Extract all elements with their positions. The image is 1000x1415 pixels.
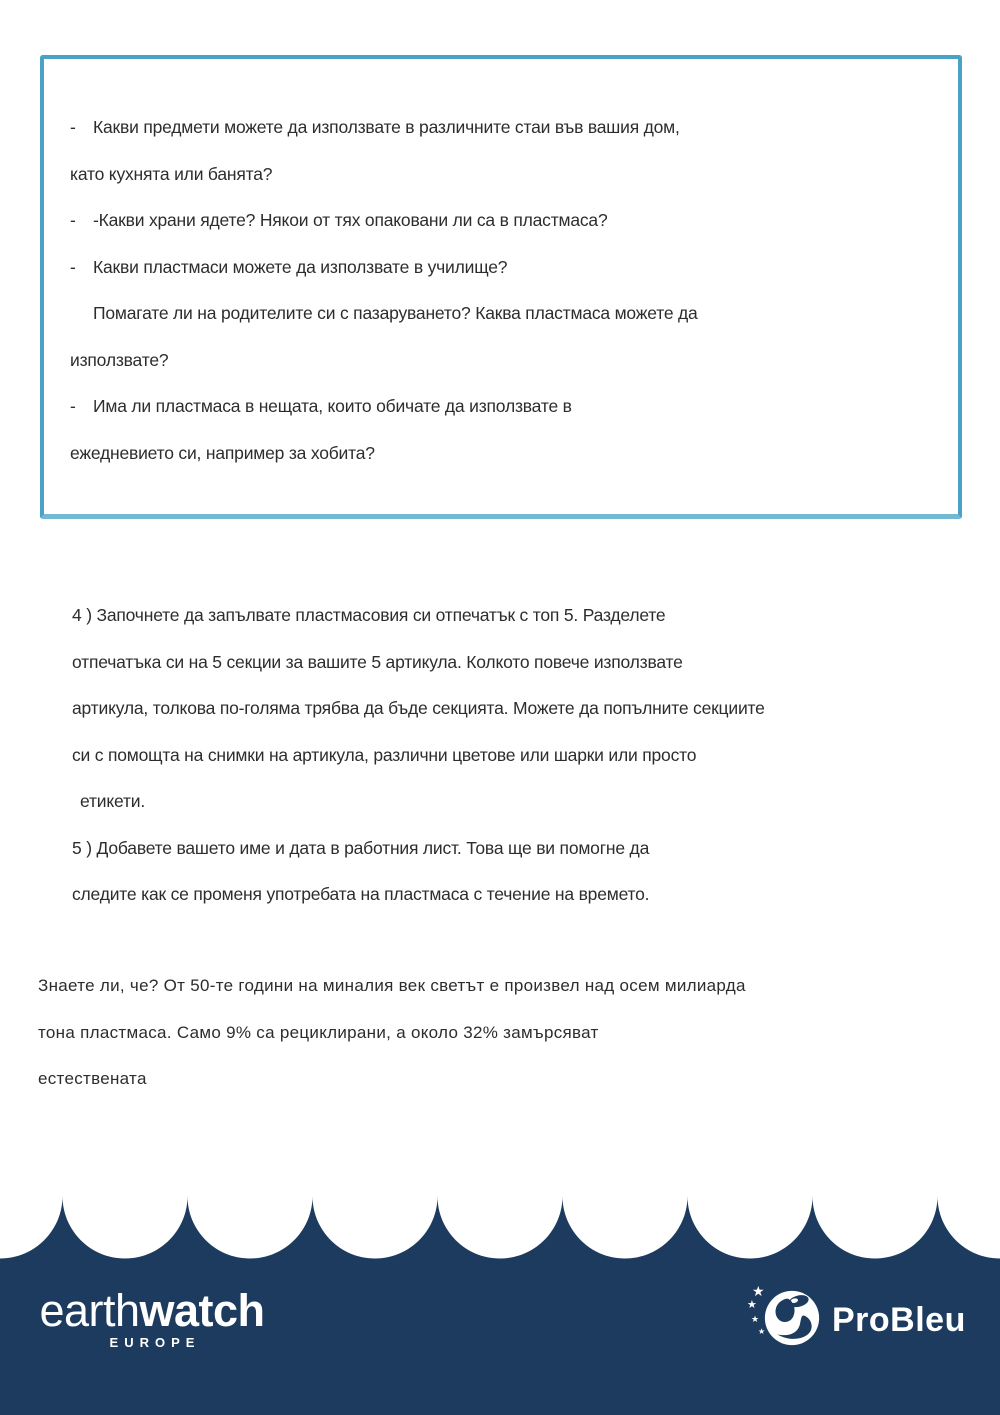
bullet-dash: - (70, 396, 76, 416)
probleu-wave-ball-icon (763, 1289, 821, 1347)
probleu-star-icon: ★ (747, 1299, 757, 1311)
probleu-star-icon: ★ (758, 1327, 766, 1336)
fact-section (38, 963, 970, 1103)
instruction-line: 4 ) Започнете да запълвате пластмасовия си отпечатък с топ 5. Разделете (72, 605, 666, 625)
question-line-text: ежедневието си, например за хобита? (70, 442, 375, 463)
question-line-text: Какви пластмаси можете да използвате в училище? (93, 256, 508, 277)
question-line-text: като кухнята или банята? (70, 163, 273, 184)
earthwatch-logo (26, 1285, 278, 1350)
probleu-star-icon: ★ (751, 1314, 760, 1324)
bullet-dash: - (70, 210, 76, 230)
question-box-text (70, 104, 944, 476)
question-line-text: използвате? (70, 349, 169, 370)
fact-line: тона пластмаса. Само 9% са рециклирани, а около 32% замърсяват (38, 1022, 599, 1042)
fact-line: Знаете ли, че? От 50-те години на миналия век светът е произвел над осем милиарда (38, 976, 746, 995)
question-line (70, 244, 944, 291)
question-line (70, 383, 944, 430)
bullet-dash: - (70, 117, 76, 137)
bullet-dash: - (70, 256, 76, 277)
instruction-line: етикети. (80, 791, 145, 811)
question-line (70, 337, 944, 384)
question-line (70, 430, 944, 477)
instructions-section (72, 592, 960, 918)
instruction-line: си с помощта на снимки на артикула, различни цветове или шарки или просто (72, 744, 697, 765)
probleu-label: ProBleu (832, 1301, 966, 1339)
earthwatch-word-bold: watch (139, 1285, 265, 1336)
question-line (70, 104, 944, 151)
fact-line: естествената (38, 1069, 147, 1088)
question-line (70, 151, 944, 198)
question-line-text: -Какви храни ядете? Някои от тях опаковани ли са в пластмаса? (93, 210, 608, 230)
question-line (70, 290, 944, 337)
question-line-text: Какви предмети можете да използвате в различните стаи във вашия дом, (93, 117, 680, 137)
instruction-line: 5 ) Добавете вашето име и дата в работния лист. Това ще ви помогне да (72, 837, 650, 858)
earthwatch-europe-label: EUROPE (109, 1335, 201, 1350)
question-line (70, 197, 944, 244)
question-box (40, 55, 962, 519)
instruction-line: артикула, толкова по-голяма трябва да бъде секцията. Можете да попълните секциите (72, 698, 765, 718)
instruction-line: отпечатъка си на 5 секции за вашите 5 артикула. Колкото повече използвате (72, 651, 683, 672)
instruction-line: следите как се променя употребата на пластмаса с течение на времето. (72, 884, 650, 904)
question-line-text: Помагате ли на родителите си с пазаруването? Каква пластмаса можете да (93, 303, 698, 323)
earthwatch-word-light: earth (39, 1285, 140, 1336)
question-line-text: Има ли пластмаса в нещата, които обичате да използвате в (93, 396, 572, 416)
probleu-star-icon: ★ (752, 1283, 765, 1299)
earthwatch-wordmark (26, 1285, 278, 1336)
